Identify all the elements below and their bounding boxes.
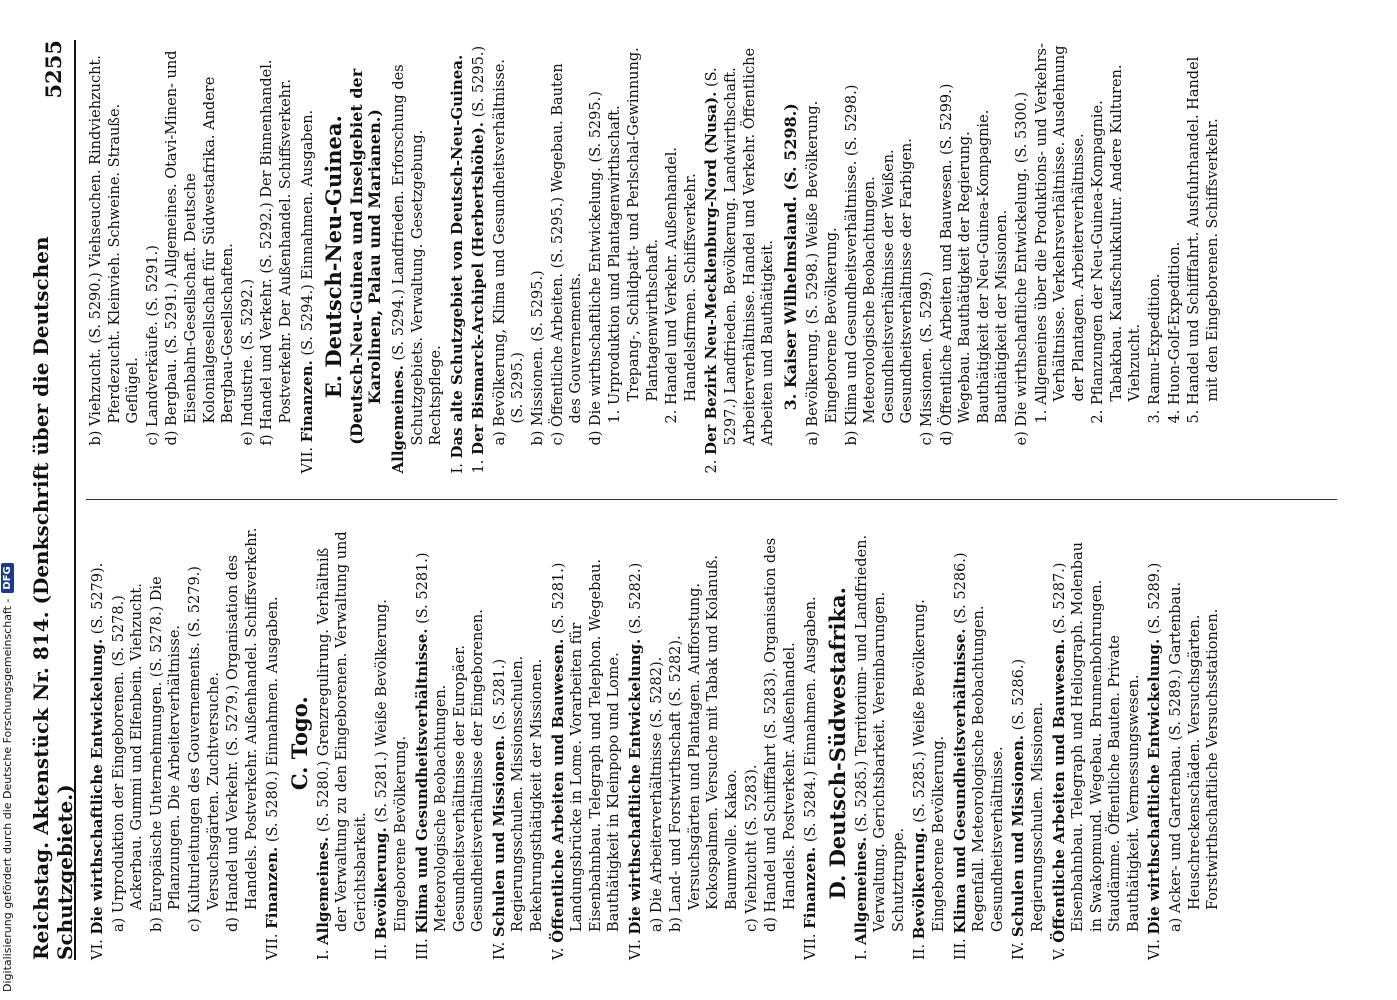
entry-text: (S. 5281.) Weiße Bevölkerung. Eingeborene Bevölkerung. — [374, 599, 409, 932]
toc-entry — [372, 527, 410, 961]
toc-entry — [549, 527, 624, 961]
entry-text: (S. 5295.) — [471, 45, 488, 118]
toc-subentry: 2. Pflanzungen der Neu-Guinea-Kompagnie. Tabakbau. Kaufschukkultur. Andere Kulturen. Viehzucht. — [1090, 64, 1144, 424]
entry-number: I. — [449, 458, 466, 474]
entry-text: (S. 5279). — [90, 562, 106, 635]
entry-text: (S. 5281.) Regierungsschulen. Missionsschulen. Bekehrungsthätigkeit der Missionen. — [491, 655, 546, 932]
entry-text: (S. 5294.) Landfrieden. Erforschung des Schutzgebiets. Verwaltung. Gesetzgebung. Rechtspflege. — [390, 64, 445, 446]
toc-entry — [490, 527, 547, 961]
entry-heading: Finanzen. — [297, 360, 316, 443]
entry-text: (S. 5281.) Meteorologische Beobachtungen. Gesundheitsverhältnisse der Europäer. Gesundheitsverhältnisse der Eingeborenen. — [414, 552, 487, 932]
toc-subentry: f) Handel und Verkehr. (S. 5292.) Der Binnenhandel. Postverkehr. Der Außenhandel. Schiffsverkehr. — [259, 59, 294, 446]
entry-heading: Klima und Gesundheitsverhältnisse. — [412, 628, 431, 934]
entry-text: (S. 5284.) Einnahmen. Ausgaben. — [803, 596, 820, 843]
section-heading: C. Togo. — [286, 696, 312, 791]
toc-entry — [702, 40, 777, 474]
toc-subentry: e) Die wirthschaftliche Entwickelung. (S. 5300.) — [1013, 91, 1030, 446]
toc-subentry: a) Urproduktion der Eingeborenen. (S. 5278.) Ackerbau. Gummi und Elfenbein. Viehzucht. — [110, 583, 146, 932]
toc-subentry: 4. Huon-Golf-Expedition. — [1166, 241, 1183, 424]
entry-text: (S. 5289.) — [1147, 562, 1164, 635]
toc-subentry: c) Viehzucht (S. 5283). — [743, 764, 760, 932]
toc-entry — [298, 40, 318, 474]
entry-number: II. — [912, 939, 929, 960]
toc-entry — [469, 40, 489, 474]
entry-text: (S. 5286.) Regierungsschulen. Missionen. — [1011, 658, 1046, 932]
toc-subentry: d) Öffentliche Arbeiten und Bauwesen. (S. 5299.) Wegebau. Bauthätigkeit der Regierung. Bauthätigkeit der Neu-Guinea-Kompagnie. Bauthätigkeit der Missionen. — [938, 83, 1011, 446]
entry-number: VI. — [628, 934, 645, 960]
toc-subentry: d) Handel und Schifffahrt (S. 5283). Organisation des Handels. Postverkehr. Außenhandel. — [763, 537, 798, 932]
digitization-credit — [0, 555, 18, 1000]
entry-heading: Öffentliche Arbeiten und Bauwesen. — [1049, 638, 1068, 943]
subsection-heading: 3. Kaiser Wilhelmsland. (S. 5298.) — [780, 103, 800, 411]
toc-entry — [852, 527, 909, 961]
toc-entry — [88, 527, 108, 961]
entry-text: (S. 5282.) — [628, 562, 645, 635]
entry-heading: Klima und Gesundheitsverhältnisse. — [950, 628, 969, 934]
toc-subentry: a) Acker- und Gartenbau. (S. 5289.) Gartenbau. Heuschreckenschäden. Versuchsgärten. Forstwirthschaftliche Versuchsstationen. — [1168, 581, 1222, 932]
toc-subentry: a) Die Arbeiterverhältnisse (S. 5282). — [648, 656, 665, 932]
entry-text: (S. 5285.) Weiße Bevölkerung. Eingeborene Bevölkerung. — [912, 599, 947, 932]
entry-heading: Der Bismarck-Archipel (Herbertshöhe). — [469, 121, 488, 456]
entry-text: (S. 5287.) Eisenbahnbau. Telegraph und Heliograph. Molenbau in Swakopmund. Wegebau. Brunnenbohrungen. Staudämme. Öffentliche Bauten. Private Bauthätigkeit. Vermessungswesen. — [1051, 542, 1142, 932]
left-column — [86, 527, 1337, 961]
section-heading: E. Deutsch-Neu-Guinea. — [321, 115, 347, 399]
entry-text: (S. 5285.) Territorium- und Landfrieden. Verwaltung. Gerichtsbarkeit. Vereinbarungen. Schutztruppe. — [853, 534, 907, 932]
entry-heading: Die wirthschaftliche Entwickelung. — [88, 638, 106, 935]
entry-text: (S. 5280.) Einnahmen. Ausgaben. — [265, 596, 282, 843]
toc-subentry: 1. Allgemeines über die Produktions- und Verkehrs-Verhältnisse. Verkehrsverhältnisse. Ausdehnung der Plantagen. Arbeiterverhältnisse. — [1033, 43, 1087, 424]
entry-heading: Bevölkerung. — [910, 827, 929, 940]
toc-subentry: e) Industrie. (S. 5292.) — [239, 278, 256, 446]
entry-number: III. — [952, 933, 969, 960]
toc-entry — [314, 527, 371, 961]
toc-subentry: b) Missionen. (S. 5295.) — [530, 270, 547, 446]
entry-text: (S. 5286.) Regenfall. Meteorologische Beobachtungen. Gesundheitsverhältnisse. — [952, 552, 1006, 932]
entry-heading: Schulen und Missionen. — [489, 734, 508, 938]
entry-number: 2. — [704, 455, 721, 474]
entry-text: (S. 5294.) Einnahmen. Ausgaben. — [299, 109, 316, 356]
toc-subentry: b) Klima und Gesundheitsverhältnisse. (S. 5298.) Meteorologische Beobachtungen. Gesundheitsverhältnisse der Weißen. Gesundheitsverhältnisse der Farbigen. — [843, 84, 916, 446]
entry-number: I. — [315, 945, 332, 960]
entry-heading: Die wirthschaftliche Entwickelung. — [626, 638, 645, 935]
entry-heading: Der Bezirk Neu-Mecklenburg-Nord (Nusa). — [702, 91, 721, 456]
toc-subentry: c) Missionen. (S. 5299.) — [918, 271, 935, 446]
toc-subentry: c) Öffentliche Arbeiten. (S. 5295.) Wegebau. Bauten des Gouvernements. — [549, 63, 585, 446]
toc-subentry: b) Viehzucht. (S. 5290.) Viehseuchen. Rindviehzucht. Pferdezucht. Kleinvieh. Schweine. Strauße. Geflügel. — [88, 55, 142, 446]
entry-heading: Öffentliche Arbeiten und Bauwesen. — [548, 638, 567, 943]
entry-text: (S. 5280.) Grenzregulirung. Verhältniß der Verwaltung zu den Eingeborenen. Verwaltung und Gerichtsbarkeit. — [315, 531, 369, 932]
toc-entry — [626, 527, 646, 961]
toc-subentry: 1. Urproduktion und Plantagenwirthschaft. Trepang-, Schildpatt- und Perlschal-Gewinnung. Plantagenwirthschaft. — [607, 47, 661, 424]
entry-number: IV. — [491, 937, 508, 960]
entry-number: VI. — [90, 934, 106, 960]
toc-entry — [389, 40, 446, 474]
entry-heading: Schulen und Missionen. — [1009, 734, 1028, 938]
entry-number: II. — [374, 939, 391, 960]
toc-subentry: a) Bevölkerung. (S. 5298.) Weiße Bevölkerung. Eingeborene Bevölkerung. — [805, 100, 840, 446]
entry-text: (S. 5281.) Landungsbrücke in Lome. Vorarbeiten für Eisenbahnbau. Telegraph und Telephon. Wegebau. Bauthätigkeit in Kleinpopo und Lome. — [550, 559, 623, 932]
entry-number: VII. — [299, 442, 316, 474]
toc-entry — [448, 40, 468, 474]
toc-subentry: c) Landverkäufe. (S. 5291.) — [144, 245, 161, 446]
right-column — [86, 40, 1337, 474]
entry-heading: Allgemeines. — [388, 365, 407, 474]
toc-subentry: 2. Handel und Verkehr. Außenhandel. Handelsfirmen. Schiffsverkehr. — [664, 146, 699, 424]
two-column-body — [86, 40, 1337, 960]
toc-entry — [951, 527, 1008, 961]
entry-number: VII. — [265, 928, 282, 960]
entry-heading: Finanzen. — [263, 846, 282, 929]
page-number: 5255 — [40, 40, 66, 99]
credit-text: Digitalisierung gefördert durch die Deutsche Forschungsgemeinschaft - — [1, 598, 14, 992]
entry-heading: Die wirthschaftliche Entwickelung. — [1145, 638, 1164, 935]
entry-text: (S. 5297.) Landfrieden. Bevölkerung. Landwirthschaft. Arbeiterverhältnisse. Handel und Verkehr. Öffentliche Arbeiten und Bauthätigkeit. — [704, 47, 777, 446]
toc-entry — [413, 527, 488, 961]
toc-entry — [1050, 527, 1144, 961]
toc-subentry: b) Land- und Forstwirthschaft (S. 5282). Versuchsgärten und Plantagen. Aufforstung. Kokospalmen. Versuche mit Tabak und Kolanuß. Baumwolle. Kakao. — [668, 555, 740, 932]
toc-subentry: 5. Handel und Schifffahrt. Ausfuhrhandel. Handel mit den Eingeborenen. Schiffsverkehr. — [1186, 56, 1221, 424]
entry-number: 1. — [471, 455, 488, 474]
toc-subentry: d) Bergbau. (S. 5291.) Allgemeines. Otavi-Minen- und Eisenbahn-Gesellschaft. Deutsche Kolonialgesellschaft für Südwestafrika. Andere Bergbau-Gesellschaften. — [164, 50, 237, 446]
toc-subentry: d) Handel und Verkehr. (S. 5279.) Organisation des Handels. Postverkehr. Außenhandel. Schiffsverkehr. — [225, 527, 260, 932]
entry-number: IV. — [1011, 937, 1028, 960]
page-header — [29, 40, 77, 960]
entry-number: III. — [414, 933, 431, 960]
entry-number: VII. — [803, 928, 820, 960]
toc-subentry: c) Kulturleitungen des Gouvernements. (S. 5279.) Versuchsgärten. Zuchtversuche. — [186, 566, 222, 932]
toc-entry — [263, 527, 283, 961]
entry-heading: Das alte Schutzgebiet von Deutsch-Neu-Guinea. — [447, 54, 466, 459]
dfg-logo: DFG — [1, 563, 14, 592]
column-divider — [86, 500, 1337, 501]
toc-entry — [801, 527, 821, 961]
running-head: Reichstag. Aktenstück Nr. 814. (Denkschrift über die Deutschen Schutzgebiete.) — [29, 236, 77, 960]
toc-entry — [1145, 527, 1165, 961]
toc-entry — [910, 527, 948, 961]
entry-heading: Allgemeines. — [313, 836, 332, 946]
toc-subentry: 3. Ramu-Expedition. — [1147, 273, 1164, 424]
entry-heading: Bevölkerung. — [372, 827, 391, 940]
toc-subentry: a) Bevölkerung, Klima und Gesundheitsverhältnisse. (S. 5295.) — [491, 59, 527, 446]
toc-subentry: b) Europäische Unternehmungen. (S. 5278.) Die Pflanzungen. Die Arbeiterverhältnisse. — [148, 576, 184, 932]
toc-subentry: d) Die wirthschaftliche Entwickelung. (S. 5295.) — [587, 91, 604, 446]
entry-number: V. — [1051, 942, 1068, 960]
entry-number: I. — [853, 945, 870, 960]
toc-entry — [1009, 527, 1047, 961]
entry-heading: Finanzen. — [801, 846, 820, 929]
section-heading: D. Deutsch-Südwestafrika. — [824, 587, 850, 900]
entry-heading: Allgemeines. — [851, 836, 870, 946]
subsection-heading: (Deutsch-Neu-Guinea und Inselgebiet der Karolinen, Palau und Marianen.) — [346, 68, 385, 445]
entry-number: V. — [550, 942, 567, 960]
entry-number: VI. — [1147, 934, 1164, 960]
